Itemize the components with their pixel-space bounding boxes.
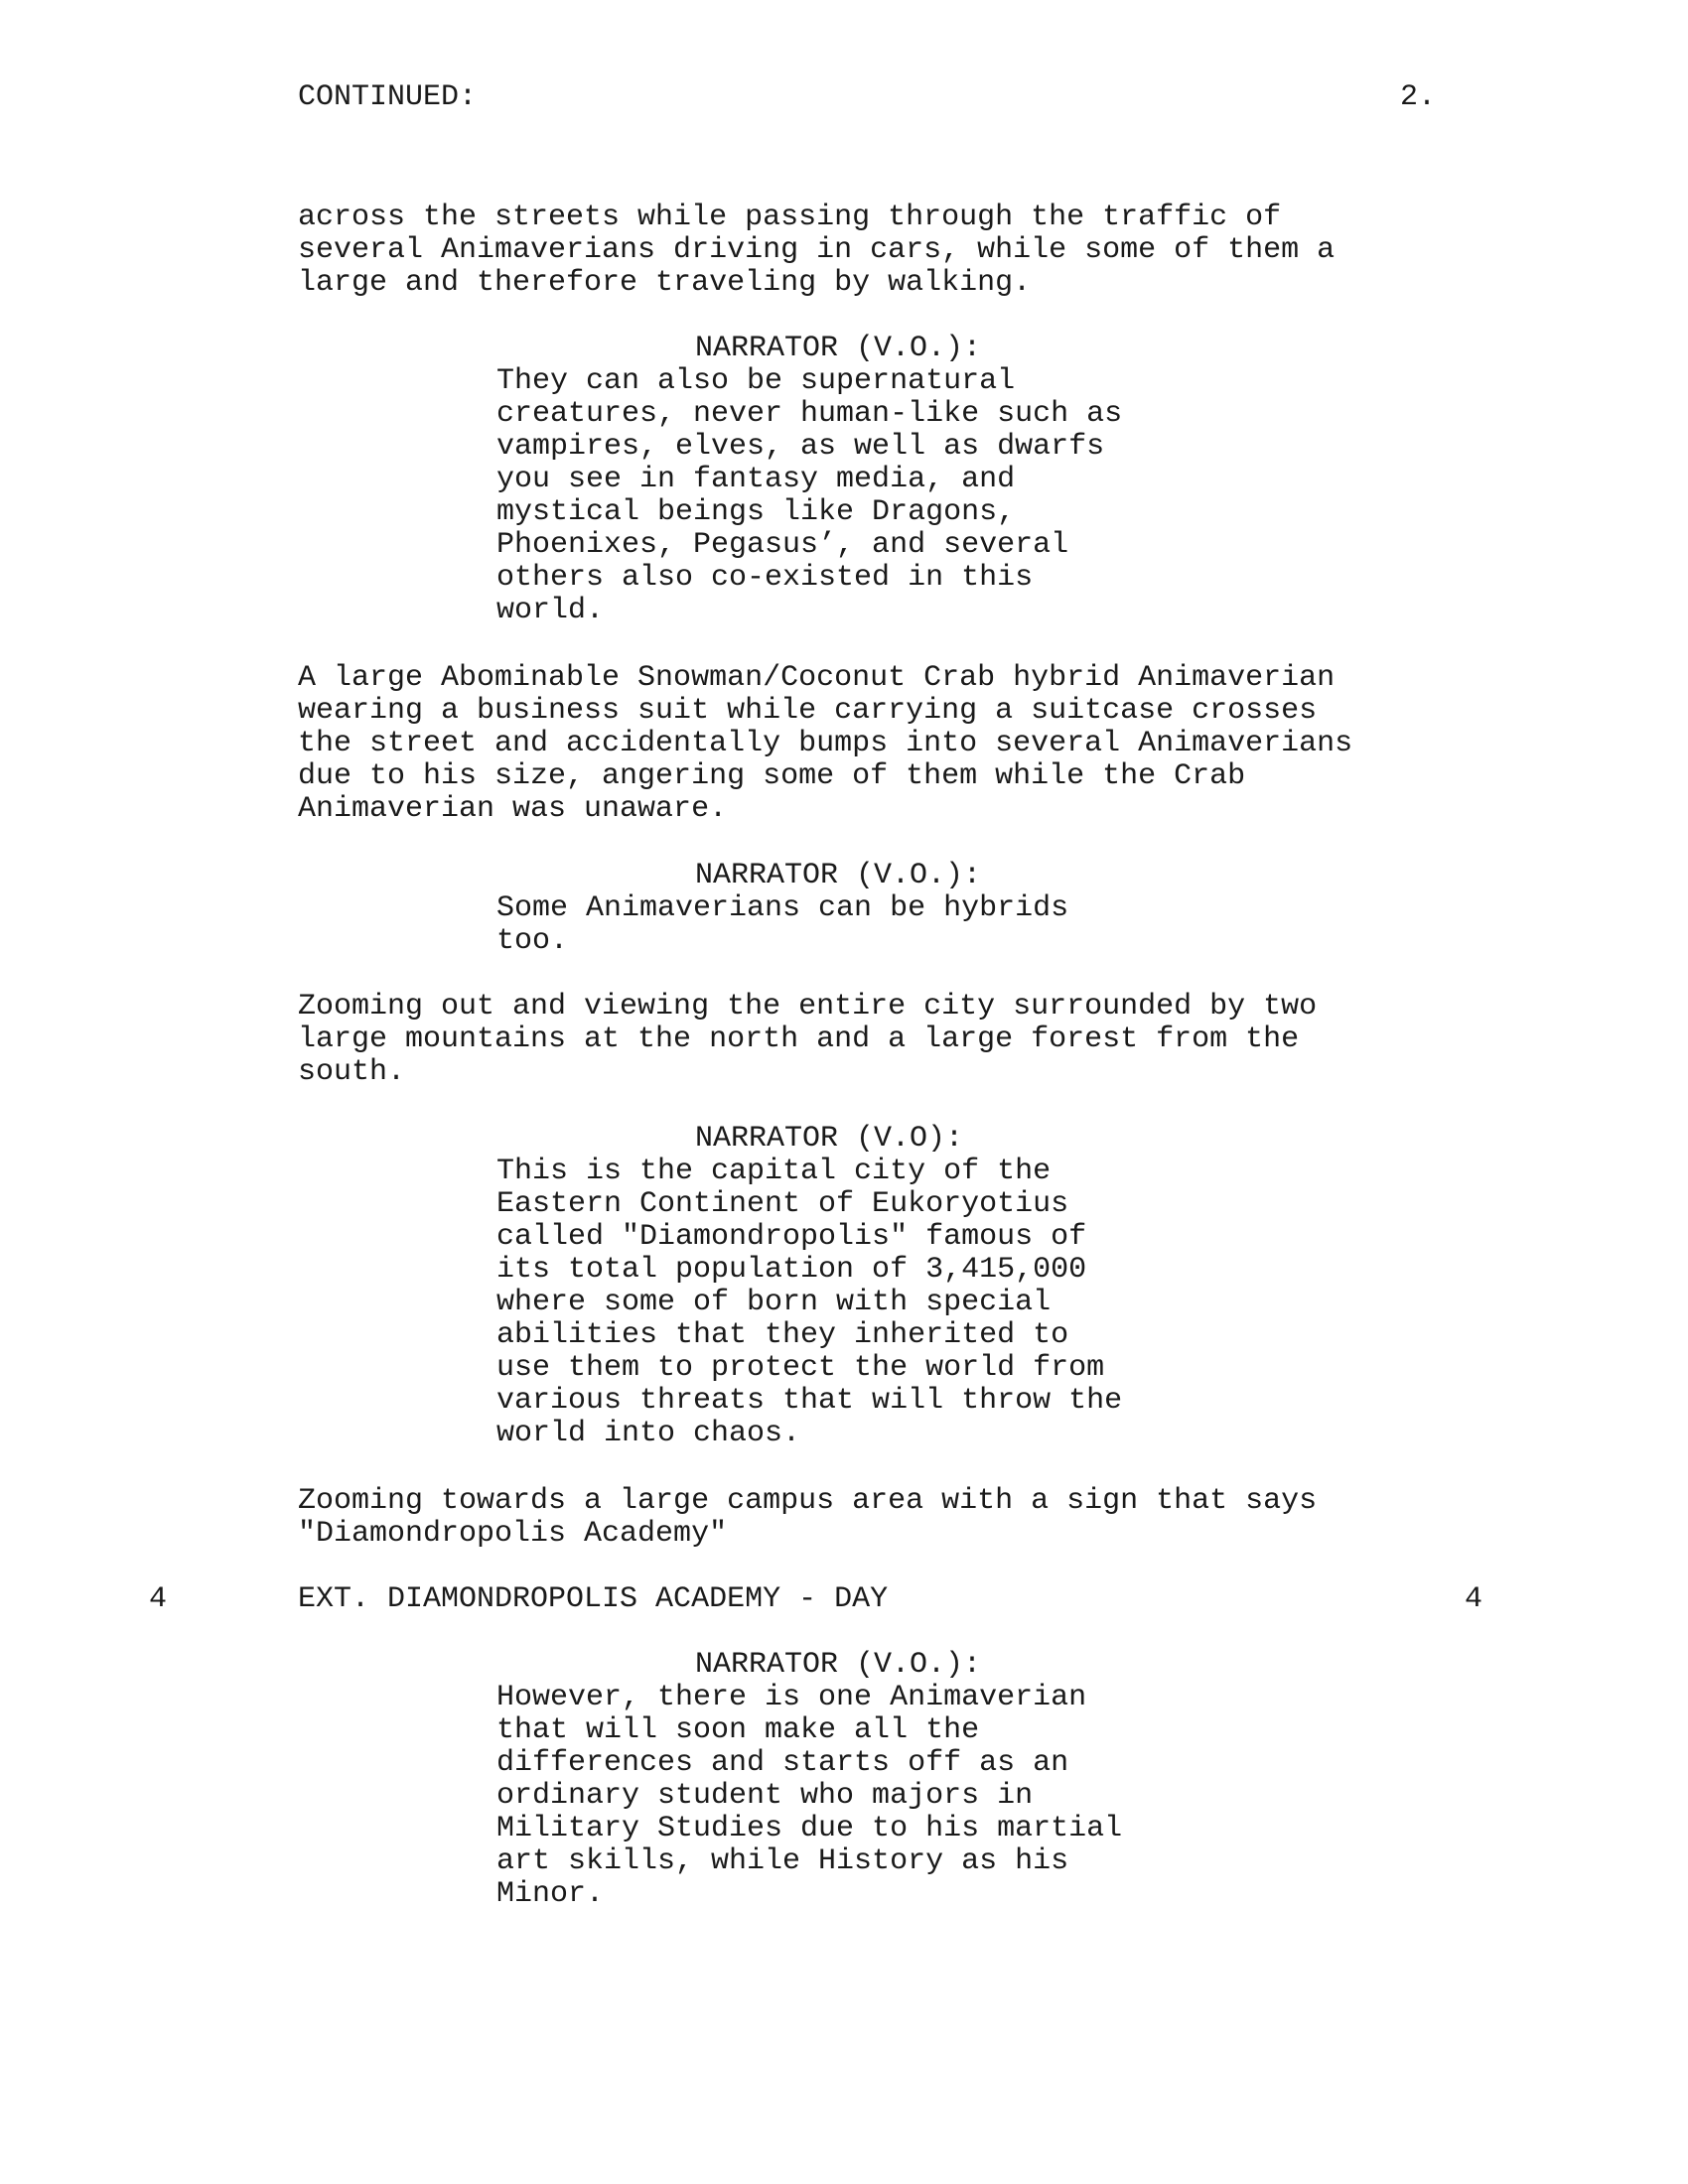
action-line: large and therefore traveling by walking. bbox=[298, 266, 1032, 300]
dialogue-line: differences and starts off as an bbox=[496, 1746, 1069, 1780]
dialogue-line: too. bbox=[496, 924, 569, 958]
dialogue-line: use them to protect the world from bbox=[496, 1351, 1105, 1385]
dialogue-line: you see in fantasy media, and bbox=[496, 463, 1016, 496]
action-line: south. bbox=[298, 1055, 406, 1089]
action-line: Zooming towards a large campus area with a sign that says bbox=[298, 1484, 1318, 1518]
action-line: wearing a business suit while carrying a suitcase crosses bbox=[298, 694, 1318, 728]
dialogue-line: called "Diamondropolis" famous of bbox=[496, 1220, 1087, 1254]
dialogue-line: Minor. bbox=[496, 1877, 605, 1911]
dialogue-block bbox=[496, 365, 1122, 627]
action-line: Zooming out and viewing the entire city surrounded by two bbox=[298, 990, 1318, 1024]
dialogue-line: world. bbox=[496, 594, 605, 627]
character-name: NARRATOR (V.O.): bbox=[695, 859, 982, 892]
scene-number-left: 4 bbox=[149, 1582, 168, 1616]
dialogue-line: Phoenixes, Pegasus’, and several bbox=[496, 528, 1069, 562]
action-line: due to his size, angering some of them while the Crab bbox=[298, 759, 1246, 793]
character-name: NARRATOR (V.O.): bbox=[695, 1648, 982, 1682]
action-paragraph bbox=[298, 202, 1335, 300]
action-paragraph bbox=[298, 991, 1317, 1089]
page-number: 2. bbox=[1400, 80, 1437, 114]
dialogue-line: mystical beings like Dragons, bbox=[496, 495, 1016, 529]
dialogue-line: its total population of 3,415,000 bbox=[496, 1253, 1087, 1287]
action-line: Animaverian was unaware. bbox=[298, 792, 728, 826]
scene-heading: EXT. DIAMONDROPOLIS ACADEMY - DAY bbox=[298, 1582, 889, 1616]
dialogue-line: vampires, elves, as well as dwarfs bbox=[496, 430, 1105, 464]
character-name: NARRATOR (V.O.): bbox=[695, 332, 982, 365]
dialogue-line: This is the capital city of the bbox=[496, 1155, 1052, 1188]
dialogue-line: Some Animaverians can be hybrids bbox=[496, 891, 1069, 925]
action-line: A large Abominable Snowman/Coconut Crab hybrid Animaverian bbox=[298, 661, 1336, 695]
scene-number-right: 4 bbox=[1465, 1582, 1483, 1616]
dialogue-line: creatures, never human-like such as bbox=[496, 397, 1123, 431]
dialogue-line: They can also be supernatural bbox=[496, 364, 1016, 398]
action-line: large mountains at the north and a large forest from the bbox=[298, 1023, 1300, 1056]
dialogue-line: ordinary student who majors in bbox=[496, 1779, 1034, 1813]
dialogue-line: Eastern Continent of Eukoryotius bbox=[496, 1187, 1069, 1221]
dialogue-block bbox=[496, 892, 1068, 958]
action-paragraph bbox=[298, 662, 1352, 826]
action-line: across the streets while passing through the traffic of bbox=[298, 201, 1282, 234]
dialogue-line: others also co-existed in this bbox=[496, 561, 1034, 595]
dialogue-line: abilities that they inherited to bbox=[496, 1318, 1069, 1352]
action-paragraph bbox=[298, 1485, 1317, 1551]
dialogue-line: art skills, while History as his bbox=[496, 1844, 1069, 1878]
action-line: the street and accidentally bumps into several Animaverians bbox=[298, 727, 1353, 760]
dialogue-block bbox=[496, 1156, 1122, 1450]
dialogue-line: However, there is one Animaverian bbox=[496, 1681, 1087, 1714]
action-line: "Diamondropolis Academy" bbox=[298, 1517, 728, 1551]
dialogue-line: that will soon make all the bbox=[496, 1713, 980, 1747]
continued-label: CONTINUED: bbox=[298, 80, 478, 114]
dialogue-line: Military Studies due to his martial bbox=[496, 1812, 1123, 1845]
character-name: NARRATOR (V.O): bbox=[695, 1122, 964, 1156]
dialogue-line: world into chaos. bbox=[496, 1417, 801, 1450]
action-line: several Animaverians driving in cars, while some of them a bbox=[298, 233, 1336, 267]
dialogue-line: various threats that will throw the bbox=[496, 1384, 1123, 1418]
dialogue-block bbox=[496, 1682, 1122, 1911]
dialogue-line: where some of born with special bbox=[496, 1286, 1052, 1319]
